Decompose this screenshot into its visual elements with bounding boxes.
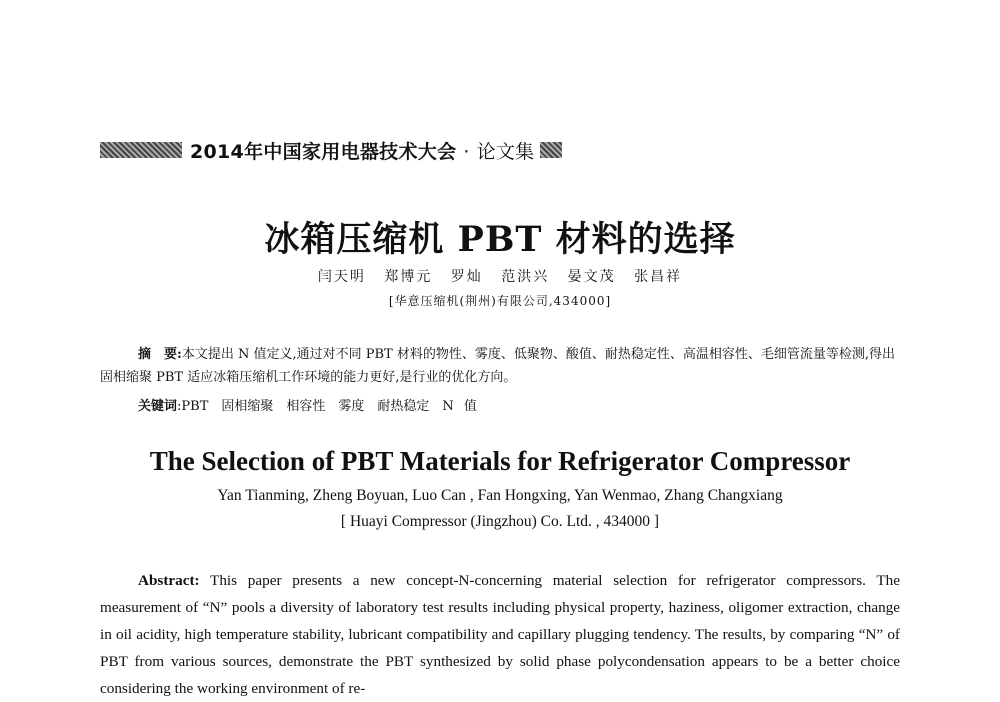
chinese-title: 冰箱压缩机 PBT 材料的选择 [264, 219, 736, 260]
conference-title [190, 137, 534, 164]
chinese-abstract: 摘 要:本文提出 N 值定义,通过对不同 PBT 材料的物性、雾度、低聚物、酸值、耐热稳定性、高温相容性、毛细管流量等检测,得出固相缩聚 PBT 适应冰箱压缩机工作环境的能力更好,是行业的优化方向。 [100, 347, 895, 385]
header-decoration [100, 142, 182, 158]
english-abstract-text: This paper presents a new concept-N-concerning material selection for refrigerator compressors. The measurement of “N” pools a diversity of laboratory test results including physical property, haziness, oligomer extraction, change in oil acidity, high temperature stability, lubricant compatibility and capillary plugging tendency. The results, by comparing “N” of PBT from various sources, demonstrate the PBT synthesized by solid phase polycondensation appears to be a better choice considering the working environment of re- [100, 572, 901, 697]
chinese-abstract-label: 摘 要 [138, 347, 178, 362]
english-affiliation: [ Huayi Compressor (Jingzhou) Co. Ltd. , 434000 ] [340, 513, 660, 530]
chinese-abstract-text: 本文提出 N 值定义,通过对不同 PBT 材料的物性、雾度、低聚物、酸值、耐热稳定性、高温相容性、毛细管流量等检测,得出固相缩聚 PBT 适应冰箱压缩机工作环境的能力更好,是行业的优化方向。 [100, 347, 895, 385]
proceedings-label: 论文集 [476, 140, 535, 163]
chinese-keywords-label: 关键词 [138, 399, 178, 414]
chinese-affiliation: [华意压缩机(荆州)有限公司,434000] [388, 294, 612, 308]
english-abstract [100, 567, 900, 702]
english-abstract-label: Abstract: [138, 572, 200, 589]
chinese-keywords: 关键词:PBT 固相缩聚 相容性 雾度 耐热稳定 N 值 [138, 399, 477, 414]
conference-name: 2014年中国家用电器技术大会 [190, 140, 457, 163]
header-separator: · [463, 140, 470, 163]
running-header [100, 136, 562, 164]
chinese-keywords-text: PBT 固相缩聚 相容性 雾度 耐热稳定 N 值 [181, 399, 477, 414]
chinese-authors: 闫天明 郑博元 罗灿 范洪兴 晏文茂 张昌祥 [317, 269, 683, 285]
header-decoration-end [540, 142, 562, 158]
english-title: The Selection of PBT Materials for Refrigerator Compressor [149, 446, 851, 476]
english-authors: Yan Tianming, Zheng Boyuan, Luo Can , Fan Hongxing, Yan Wenmao, Zhang Changxiang [217, 487, 783, 504]
